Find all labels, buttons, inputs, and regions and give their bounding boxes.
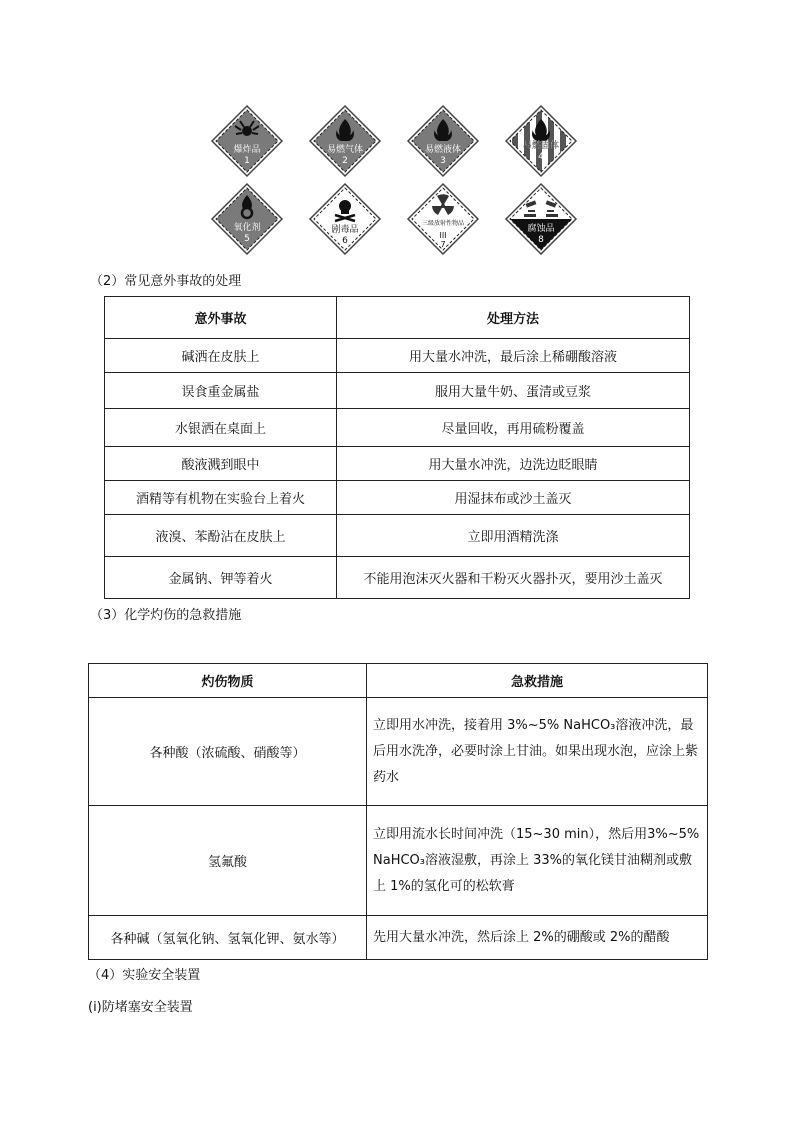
hazard-number: 6 — [342, 236, 348, 246]
section-4-heading: （4）实验安全装置 — [88, 968, 201, 983]
table-row — [105, 409, 690, 447]
hazard-sign-flammable-solid — [504, 104, 578, 178]
hazard-label: 易燃液体 — [424, 145, 462, 155]
hazard-number: 1 — [244, 156, 250, 166]
table-header-row — [105, 297, 690, 339]
table-cell: 金属钠、钾等着火 — [105, 557, 337, 599]
table-cell: 用大量水冲洗，最后涂上稀硼酸溶液 — [337, 339, 690, 373]
table-cell: 误食重金属盐 — [105, 373, 337, 409]
table-cell: 用湿抹布或沙土盖灭 — [337, 481, 690, 515]
chemical-burn-table — [88, 663, 708, 960]
hazard-label: 剧毒品 — [331, 225, 359, 235]
table-cell: 酸液溅到眼中 — [105, 447, 337, 481]
table-cell: 尽量回收，再用硫粉覆盖 — [337, 409, 690, 447]
table-row — [89, 698, 708, 806]
table-cell: 立即用水冲洗，接着用 3%~5% NaHCO₃溶液冲洗，最后用水洗净，必要时涂上甘油。如果出现水泡，应涂上紫药水 — [367, 698, 708, 806]
table-row — [105, 557, 690, 599]
table-cell: 用大量水冲洗，边洗边眨眼睛 — [337, 447, 690, 481]
hazard-number: 5 — [244, 234, 250, 244]
table-cell: 各种酸（浓硫酸、硝酸等） — [89, 698, 367, 806]
table-cell: 先用大量水冲洗，然后涂上 2%的硼酸或 2%的醋酸 — [367, 916, 708, 960]
table-row — [105, 447, 690, 481]
hazard-number: 8 — [538, 235, 544, 245]
table-header-row — [89, 664, 708, 698]
section-4i-heading: (ⅰ)防堵塞安全装置 — [88, 1000, 193, 1015]
hazard-sign-corrosive — [504, 182, 578, 256]
table-row — [105, 515, 690, 557]
accident-handling-table — [104, 296, 690, 599]
table-cell: 液溴、苯酚沾在皮肤上 — [105, 515, 337, 557]
table-row — [89, 806, 708, 916]
column-header: 急救措施 — [367, 664, 708, 698]
section-2-heading: （2）常见意外事故的处理 — [90, 274, 242, 289]
column-header: 处理方法 — [337, 297, 690, 339]
hazard-sign-flammable-gas — [308, 104, 382, 178]
table-row — [105, 481, 690, 515]
column-header: 意外事故 — [105, 297, 337, 339]
hazard-sign-radioactive — [406, 182, 480, 256]
table-cell: 立即用酒精洗涤 — [337, 515, 690, 557]
table-cell: 立即用流水长时间冲洗（15~30 min），然后用3%~5% NaHCO₃溶液湿敷，再涂上 33%的氧化镁甘油糊剂或敷上 1%的氢化可的松软膏 — [367, 806, 708, 916]
hazard-label: 爆炸品 — [233, 145, 261, 155]
column-header: 灼伤物质 — [89, 664, 367, 698]
table-cell: 服用大量牛奶、蛋清或豆浆 — [337, 373, 690, 409]
hazard-number: III 7 — [439, 231, 447, 249]
table-cell: 水银洒在桌面上 — [105, 409, 337, 447]
hazard-label: 易燃固体 — [522, 141, 560, 151]
section-3-heading: （3）化学灼伤的急救措施 — [90, 608, 242, 623]
table-cell: 碱洒在皮肤上 — [105, 339, 337, 373]
hazard-sign-toxic — [308, 182, 382, 256]
hazard-number: 4 — [538, 152, 544, 162]
hazard-sign-explosive — [210, 104, 284, 178]
table-cell: 不能用泡沫灭火器和干粉灭火器扑灭，要用沙土盖灭 — [337, 557, 690, 599]
hazard-label: 氧化剂 — [233, 223, 261, 233]
hazard-sign-flammable-liquid — [406, 104, 480, 178]
table-cell: 氢氟酸 — [89, 806, 367, 916]
table-cell: 酒精等有机物在实验台上着火 — [105, 481, 337, 515]
hazard-sign-oxidizer — [210, 182, 284, 256]
table-row — [89, 916, 708, 960]
hazard-label: 三级放射性物品 — [421, 220, 465, 227]
hazard-number: 2 — [342, 156, 348, 166]
table-row — [105, 373, 690, 409]
table-row — [105, 339, 690, 373]
hazard-label: 腐蚀品 — [527, 224, 555, 234]
hazard-number: 3 — [440, 156, 446, 166]
table-cell: 各种碱（氢氧化钠、氢氧化钾、氨水等） — [89, 916, 367, 960]
hazard-signs-panel — [210, 104, 580, 256]
hazard-label: 易燃气体 — [326, 145, 364, 155]
